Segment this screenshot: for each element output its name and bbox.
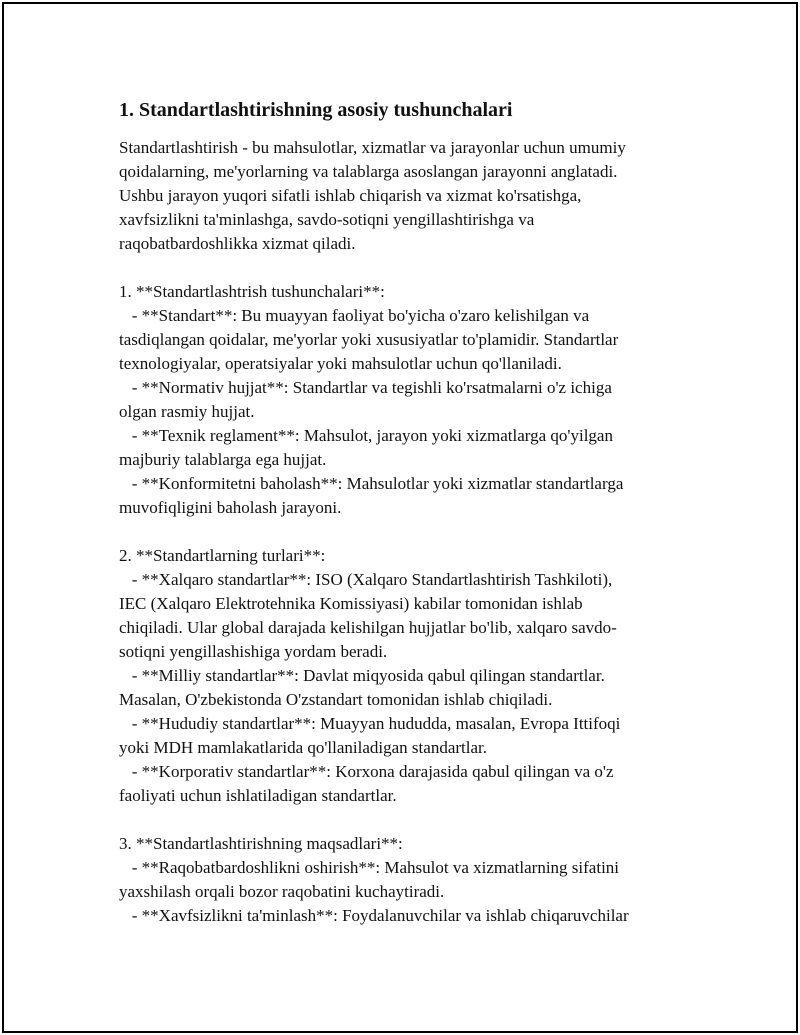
section-goals: 3. **Standartlashtirishning maqsadlari**: - **Raqobatbardoshlikni oshirish**: Mahsulot va xizmatlarning sifatini yaxshilash orqali bozor raqobatini kuchaytiradi. - **Xavfsizlikni ta'minlash**: Foydalanuvchilar va ishlab chiqaruvchilar xyxy=(119,834,629,925)
document-page xyxy=(2,2,798,1033)
blank-line xyxy=(119,256,689,280)
document-body xyxy=(119,96,689,928)
intro-paragraph: Standartlashtirish - bu mahsulotlar, xizmatlar va jarayonlar uchun umumiy qoidalarning, me'yorlarning va talablarga asoslangan jarayonni anglatadi. Ushbu jarayon yuqori sifatli ishlab chiqarish va xizmat ko'rsatishga, xavfsizlikni ta'minlashga, savdo-sotiqni yengillashtirishga va raqobatbardoshlikka xizmat qiladi. xyxy=(119,138,626,253)
section-standard-types: 2. **Standartlarning turlari**: - **Xalqaro standartlar**: ISO (Xalqaro Standartlashtirish Tashkiloti), IEC (Xalqaro Elektrotehnika Komissiyasi) kabilar tomonidan ishlab chiqiladi. Ular global darajada kelishilgan hujjatlar bo'lib, xalqaro savdo- sotiqni yengillashishiga yordam beradi. - **Milliy standartlar**: Davlat miqyosida qabul qilingan standartlar. Masalan, O'zbekistonda O'zstandart tomonidan ishlab chiqiladi. - **Hududiy standartlar**: Muayyan hududda, masalan, Evropa Ittifoqi yoki MDH mamlakatlarida qo'llaniladigan standartlar. - **Korporativ standartlar**: Korxona darajasida qabul qilingan va o'z faoliyati uchun ishlatiladigan standartlar. xyxy=(119,546,621,805)
document-heading: 1. Standartlashtirishning asosiy tushunchalari xyxy=(119,99,513,121)
blank-line xyxy=(119,520,689,544)
blank-line xyxy=(119,808,689,832)
section-concepts: 1. **Standartlashtrish tushunchalari**: - **Standart**: Bu muayyan faoliyat bo'yicha o'zaro kelishilgan va tasdiqlangan qoidalar, me'yorlar yoki xususiyatlar to'plamidir. Standartlar texnologiyalar, operatsiyalar yoki mahsulotlar uchun qo'llaniladi. - **Normativ hujjat**: Standartlar va tegishli ko'rsatmalarni o'z ichiga olgan rasmiy hujjat. - **Texnik reglament**: Mahsulot, jarayon yoki xizmatlarga qo'yilgan majburiy talablarga ega hujjat. - **Konformitetni baholash**: Mahsulotlar yoki xizmatlar standartlarga muvofiqligini baholash jarayoni. xyxy=(119,282,624,517)
